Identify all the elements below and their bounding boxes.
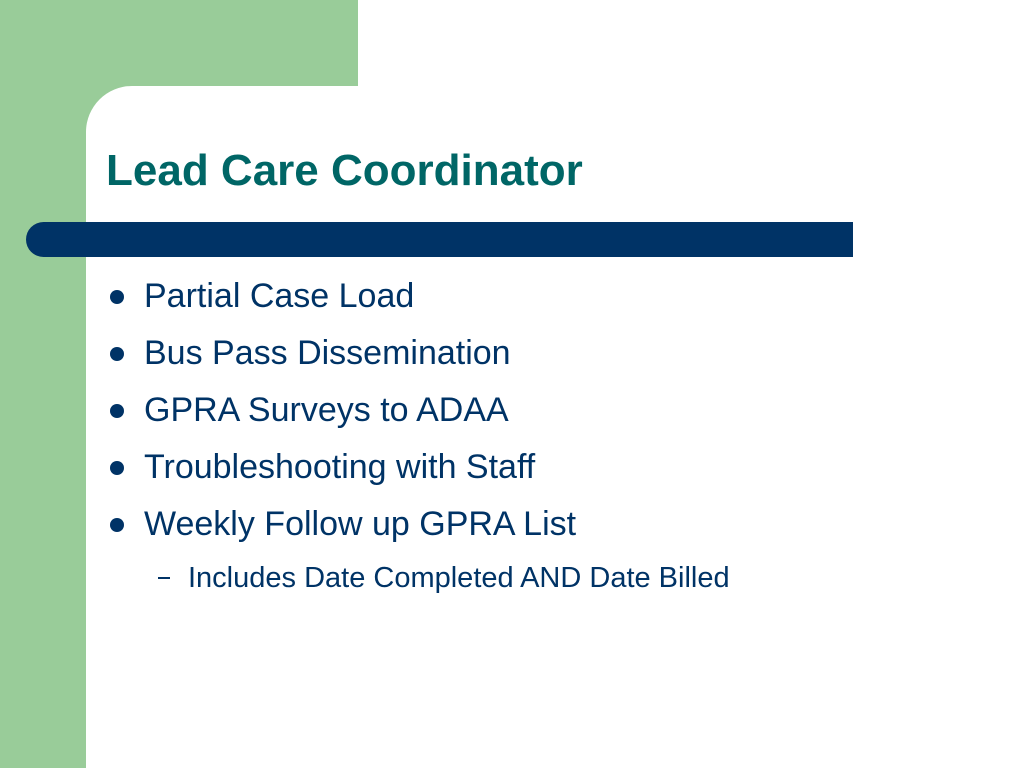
bullet-text: Troubleshooting with Staff (144, 448, 536, 486)
bullet-dot-icon (110, 518, 124, 532)
bullet-dot-icon (110, 461, 124, 475)
bullet-text: Partial Case Load (144, 277, 415, 315)
slide-title: Lead Care Coordinator (106, 146, 583, 195)
bullet-dot-icon (110, 290, 124, 304)
dash-icon (158, 577, 170, 579)
bullet-text: Weekly Follow up GPRA List (144, 505, 577, 543)
bullet-dot-icon (110, 404, 124, 418)
sub-bullet-text: Includes Date Completed AND Date Billed (188, 562, 730, 594)
bullet-text: GPRA Surveys to ADAA (144, 391, 509, 429)
bullet-text: Bus Pass Dissemination (144, 334, 511, 372)
bullet-dot-icon (110, 347, 124, 361)
